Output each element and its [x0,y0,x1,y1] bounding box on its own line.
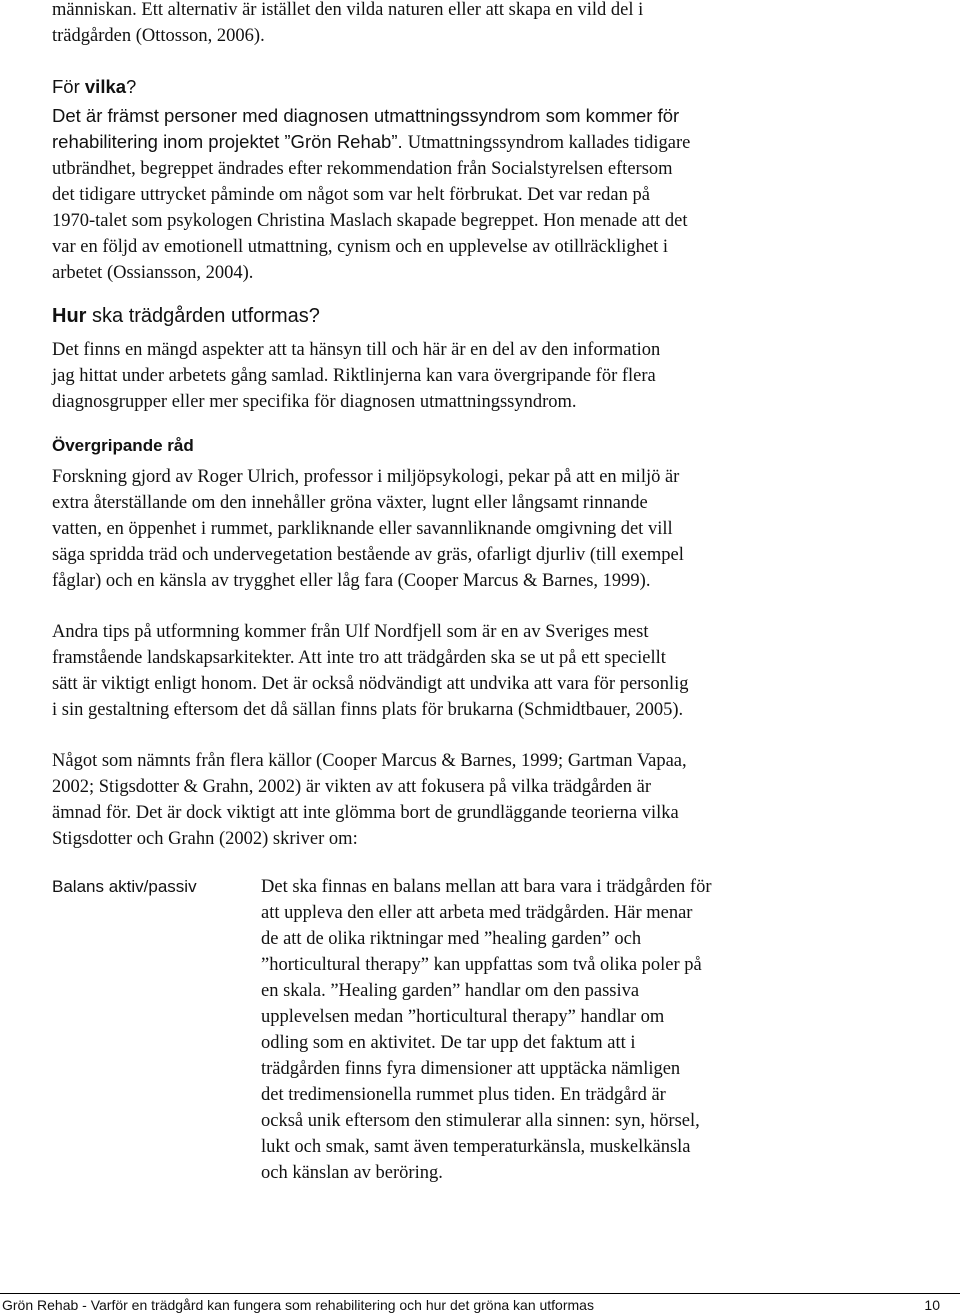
text-line: framstående landskapsarkitekter. Att inte tro att trädgården ska se ut på ett speciellt [52,648,666,668]
intro-paragraph [52,0,772,49]
text-line: diagnosgrupper eller mer specifika för diagnosen utmattningssyndrom. [52,392,577,412]
heading-prefix: För [52,76,85,97]
text-segment-sans: rehabilitering inom projektet ”Grön Rehab”. [52,131,408,152]
text-line: det tidigare uttrycket påminde om något som var helt förbrukat. Det var redan på [52,185,650,205]
text-line: utbrändhet, begreppet ändrades efter rekommendation från Socialstyrelsen eftersom [52,159,673,179]
text-line: Det finns en mängd aspekter att ta hänsyn till och här är en del av den information [52,340,661,360]
text-line: var en följd av emotionell utmattning, cynism och en upplevelse av otillräcklighet i [52,237,668,257]
text-line: Det är främst personer med diagnosen utmattningssyndrom som kommer för [52,105,680,126]
text-line: Det ska finnas en balans mellan att bara vara i trädgården för [261,877,712,897]
text-line: fåglar) och en känsla av trygghet eller låg fara (Cooper Marcus & Barnes, 1999). [52,571,651,591]
text-line: Andra tips på utformning kommer från Ulf Nordfjell som är en av Sveriges mest [52,622,649,642]
text-line-mixed [52,129,772,156]
overgripande-paragraph-1 [52,464,772,594]
heading-rest: ska trädgården utformas? [86,305,320,327]
balans-paragraph [261,874,781,1186]
heading-bold-word: vilka [84,76,127,97]
text-segment-serif: Utmattningssyndrom kallades tidigare [407,133,691,153]
heading-for-vilka [52,76,136,98]
page-number: 10 [924,1297,940,1313]
text-line: lukt och smak, samt även temperaturkänsla, muskelkänsla [261,1137,691,1157]
text-line: odling som en aktivitet. De tar upp det faktum att i [261,1033,636,1053]
footer-divider [0,1293,960,1294]
text-line: de att de olika riktningar med ”healing garden” och [261,929,642,949]
text-line: säga spridda träd och undervegetation bestående av gräs, ofarligt djurliv (till exempel [52,545,684,565]
hur-paragraph [52,337,772,415]
text-line: trädgården finns fyra dimensioner att upptäcka nämligen [261,1059,681,1079]
overgripande-paragraph-2 [52,619,772,723]
text-line: Stigsdotter och Grahn (2002) skriver om: [52,829,358,849]
heading-bold-word: Hur [52,305,87,327]
text-line: 2002; Stigsdotter & Grahn, 2002) är vikten av att fokusera på vilka trädgården är [52,777,652,797]
heading-overgripande-rad: Övergripande råd [52,436,194,455]
text-line: jag hittat under arbetets gång samlad. Riktlinjerna kan vara övergripande för flera [52,366,656,386]
text-line: Något som nämnts från flera källor (Cooper Marcus & Barnes, 1999; Gartman Vapaa, [52,751,687,771]
text-line: sätt är viktigt enligt honom. Det är också nödvändigt att undvika att vara för personlig [52,674,689,694]
text-line: ämnad för. Det är dock viktigt att inte glömma bort de grundläggande teorierna vilka [52,803,679,823]
text-line: ”horticultural therapy” kan uppfattas som två olika poler på [261,955,702,975]
text-line: 1970-talet som psykologen Christina Maslach skapade begreppet. Hon menade att det [52,211,688,231]
text-line: upplevelsen medan ”horticultural therapy” handlar om [261,1007,665,1027]
text-line: det tredimensionella rummet plus tiden. En trädgård är [261,1085,666,1105]
footer-title: Grön Rehab - Varför en trädgård kan fungera som rehabilitering och hur det gröna kan utformas [2,1297,594,1313]
heading-hur-ska [52,305,320,328]
text-line: vatten, en öppenhet i rummet, parkliknande eller savannliknande omgivning det vill [52,519,673,539]
text-line: att uppleva den eller att arbeta med trädgården. Här menar [261,903,693,923]
balans-label: Balans aktiv/passiv [52,877,197,896]
text-line: Forskning gjord av Roger Ulrich, professor i miljöpsykologi, pekar på att en miljö är [52,467,680,487]
text-line: och känslan av beröring. [261,1163,443,1183]
text-line: en skala. ”Healing garden” handlar om den passiva [261,981,640,1001]
text-line: extra återställande om den innehåller gröna växter, lugnt eller långsamt rinnande [52,493,648,513]
text-line: i sin gestaltning eftersom det då sällan finns plats för brukarna (Schmidtbauer, 2005). [52,700,684,720]
vilka-paragraph [52,103,772,286]
text-line: arbetet (Ossiansson, 2004). [52,263,254,283]
text-line: också unik eftersom den stimulerar alla sinnen: syn, hörsel, [261,1111,700,1131]
overgripande-paragraph-3 [52,748,772,852]
heading-suffix: ? [126,76,137,97]
text-line: trädgården (Ottosson, 2006). [52,26,265,46]
text-line: människan. Ett alternativ är istället den vilda naturen eller att skapa en vild del i [52,0,644,20]
